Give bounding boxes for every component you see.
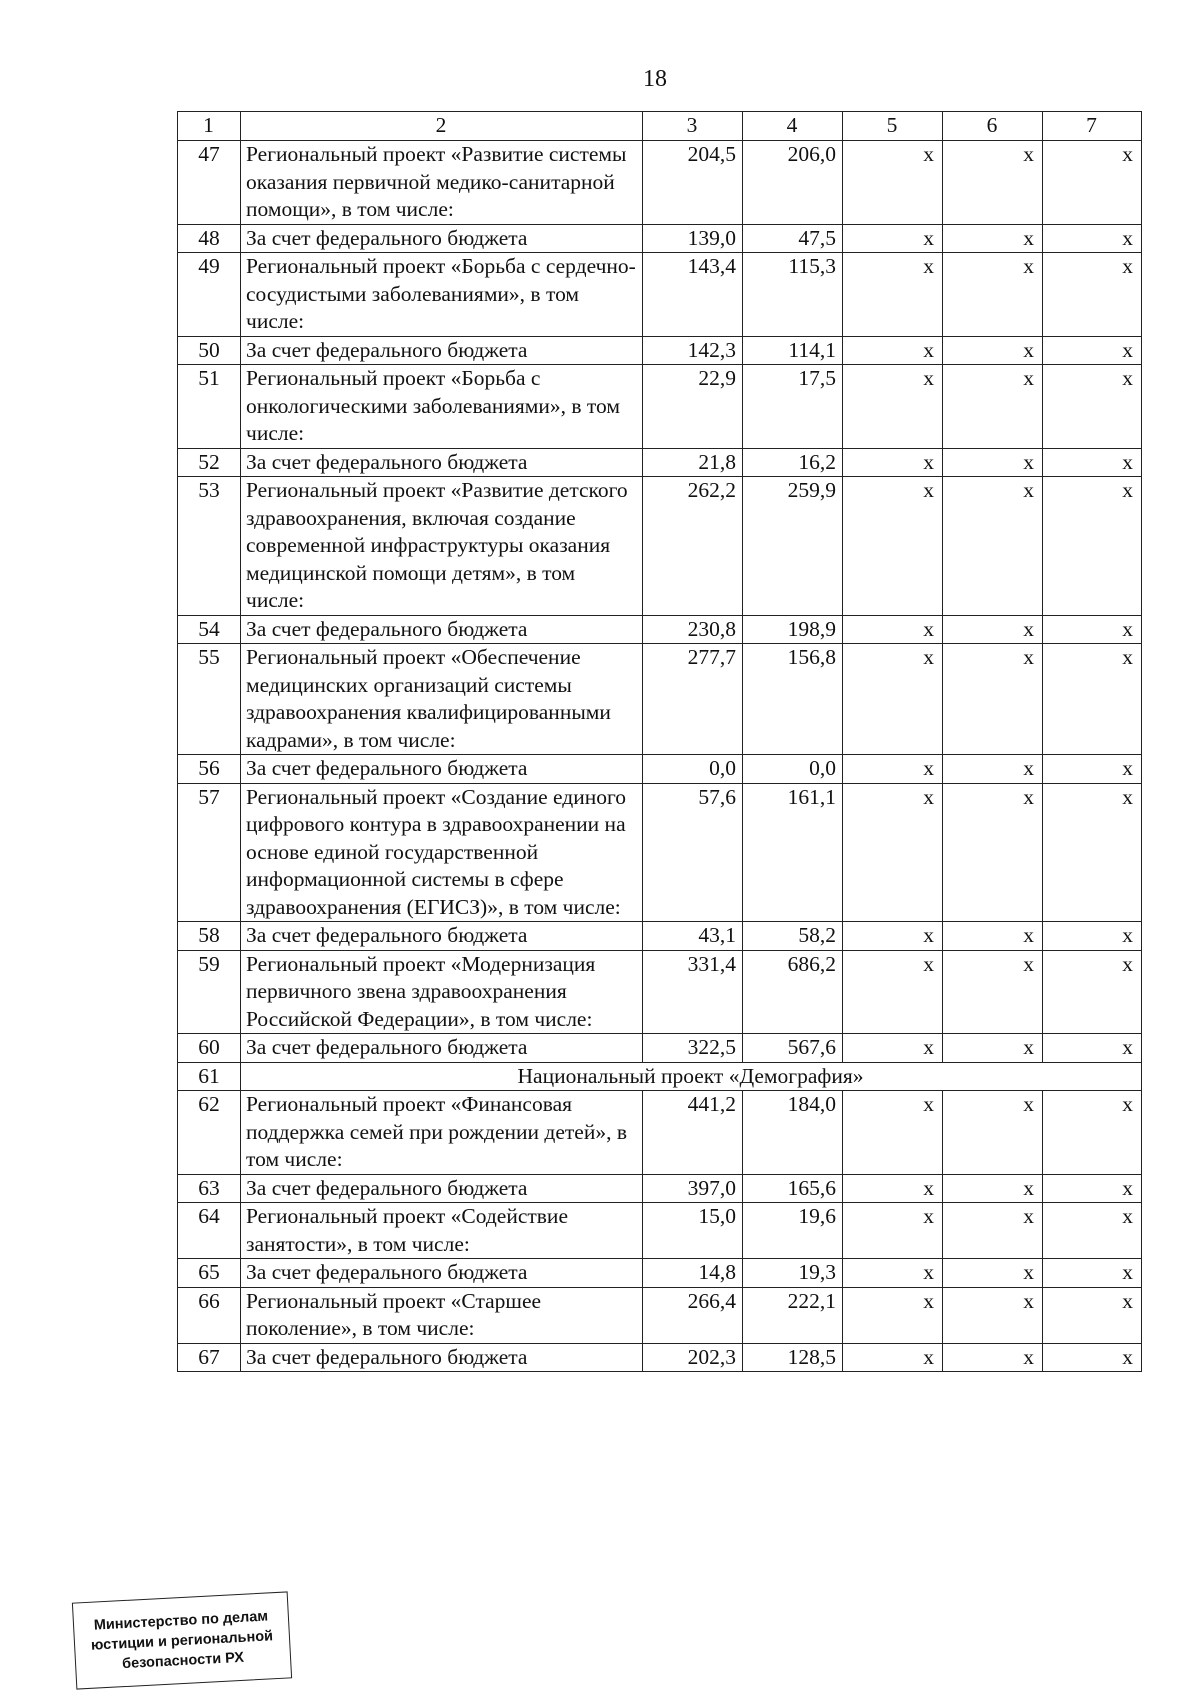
value-col3: 441,2 — [643, 1091, 743, 1175]
value-col4: 206,0 — [743, 141, 843, 225]
table-row — [178, 1034, 1142, 1063]
table-row — [178, 253, 1142, 337]
value-col5: x — [843, 224, 943, 253]
value-col7: x — [1043, 448, 1142, 477]
row-number: 66 — [178, 1287, 241, 1343]
row-name: За счет федерального бюджета — [241, 224, 643, 253]
value-col6: x — [943, 336, 1043, 365]
value-col7: x — [1043, 1203, 1142, 1259]
row-number: 54 — [178, 615, 241, 644]
value-col4: 567,6 — [743, 1034, 843, 1063]
table-row — [178, 365, 1142, 449]
value-col7: x — [1043, 1034, 1142, 1063]
value-col7: x — [1043, 253, 1142, 337]
row-number: 56 — [178, 755, 241, 784]
budget-table — [177, 111, 1142, 1372]
value-col5: x — [843, 1259, 943, 1288]
table-row — [178, 950, 1142, 1034]
value-col5: x — [843, 1343, 943, 1372]
table-row — [178, 1091, 1142, 1175]
value-col5: x — [843, 950, 943, 1034]
value-col3: 204,5 — [643, 141, 743, 225]
row-name: За счет федерального бюджета — [241, 1174, 643, 1203]
value-col3: 15,0 — [643, 1203, 743, 1259]
value-col5: x — [843, 448, 943, 477]
row-name: За счет федерального бюджета — [241, 922, 643, 951]
table-row — [178, 1259, 1142, 1288]
row-number: 48 — [178, 224, 241, 253]
value-col7: x — [1043, 1259, 1142, 1288]
value-col3: 230,8 — [643, 615, 743, 644]
value-col7: x — [1043, 365, 1142, 449]
row-name: За счет федерального бюджета — [241, 1343, 643, 1372]
row-number: 64 — [178, 1203, 241, 1259]
header-cell: 6 — [943, 112, 1043, 141]
value-col5: x — [843, 615, 943, 644]
row-number: 53 — [178, 477, 241, 616]
value-col6: x — [943, 477, 1043, 616]
value-col6: x — [943, 950, 1043, 1034]
value-col6: x — [943, 1287, 1043, 1343]
value-col4: 47,5 — [743, 224, 843, 253]
value-col7: x — [1043, 615, 1142, 644]
row-number: 65 — [178, 1259, 241, 1288]
section-title: Национальный проект «Демография» — [241, 1062, 1142, 1091]
value-col4: 184,0 — [743, 1091, 843, 1175]
value-col7: x — [1043, 783, 1142, 922]
table-row — [178, 448, 1142, 477]
value-col3: 22,9 — [643, 365, 743, 449]
row-number: 55 — [178, 644, 241, 755]
table-row — [178, 1287, 1142, 1343]
stamp-line: безопасности РХ — [121, 1649, 245, 1672]
value-col6: x — [943, 1343, 1043, 1372]
stamp-line: юстиции и региональной — [90, 1627, 274, 1654]
value-col6: x — [943, 224, 1043, 253]
row-number: 47 — [178, 141, 241, 225]
table-row — [178, 783, 1142, 922]
row-number: 57 — [178, 783, 241, 922]
value-col4: 115,3 — [743, 253, 843, 337]
row-name: Региональный проект «Обеспечение медицинских организаций системы здравоохранения квалифицированными кадрами», в том числе: — [241, 644, 643, 755]
page-number: 18 — [643, 66, 667, 92]
value-col6: x — [943, 1034, 1043, 1063]
table-row — [178, 1343, 1142, 1372]
value-col4: 114,1 — [743, 336, 843, 365]
row-name: Региональный проект «Развитие системы оказания первичной медико-санитарной помощи», в том числе: — [241, 141, 643, 225]
value-col6: x — [943, 1174, 1043, 1203]
value-col4: 17,5 — [743, 365, 843, 449]
row-name: Региональный проект «Содействие занятости», в том числе: — [241, 1203, 643, 1259]
header-cell: 3 — [643, 112, 743, 141]
value-col5: x — [843, 755, 943, 784]
value-col3: 277,7 — [643, 644, 743, 755]
row-number: 49 — [178, 253, 241, 337]
row-name: За счет федерального бюджета — [241, 615, 643, 644]
table-row — [178, 141, 1142, 225]
value-col7: x — [1043, 224, 1142, 253]
value-col4: 0,0 — [743, 755, 843, 784]
value-col5: x — [843, 141, 943, 225]
value-col5: x — [843, 336, 943, 365]
value-col7: x — [1043, 1091, 1142, 1175]
value-col5: x — [843, 922, 943, 951]
value-col3: 266,4 — [643, 1287, 743, 1343]
row-number: 61 — [178, 1062, 241, 1091]
header-cell: 7 — [1043, 112, 1142, 141]
row-name: За счет федерального бюджета — [241, 1034, 643, 1063]
value-col3: 397,0 — [643, 1174, 743, 1203]
value-col4: 16,2 — [743, 448, 843, 477]
value-col3: 331,4 — [643, 950, 743, 1034]
value-col4: 259,9 — [743, 477, 843, 616]
value-col4: 198,9 — [743, 615, 843, 644]
row-name: Региональный проект «Борьба с онкологическими заболеваниями», в том числе: — [241, 365, 643, 449]
row-name: Региональный проект «Старшее поколение», в том числе: — [241, 1287, 643, 1343]
value-col4: 19,6 — [743, 1203, 843, 1259]
header-cell: 2 — [241, 112, 643, 141]
value-col3: 202,3 — [643, 1343, 743, 1372]
value-col3: 0,0 — [643, 755, 743, 784]
row-name: За счет федерального бюджета — [241, 1259, 643, 1288]
section-row — [178, 1062, 1142, 1091]
value-col3: 43,1 — [643, 922, 743, 951]
value-col5: x — [843, 644, 943, 755]
value-col4: 156,8 — [743, 644, 843, 755]
value-col4: 165,6 — [743, 1174, 843, 1203]
value-col4: 58,2 — [743, 922, 843, 951]
value-col6: x — [943, 755, 1043, 784]
value-col4: 19,3 — [743, 1259, 843, 1288]
row-number: 58 — [178, 922, 241, 951]
row-number: 50 — [178, 336, 241, 365]
table-row — [178, 1174, 1142, 1203]
value-col5: x — [843, 1174, 943, 1203]
value-col6: x — [943, 448, 1043, 477]
value-col5: x — [843, 477, 943, 616]
row-name: Региональный проект «Финансовая поддержка семей при рождении детей», в том числе: — [241, 1091, 643, 1175]
value-col7: x — [1043, 477, 1142, 616]
value-col5: x — [843, 1203, 943, 1259]
value-col7: x — [1043, 755, 1142, 784]
value-col6: x — [943, 783, 1043, 922]
value-col5: x — [843, 1091, 943, 1175]
value-col6: x — [943, 253, 1043, 337]
value-col5: x — [843, 1034, 943, 1063]
table-row — [178, 224, 1142, 253]
row-name: За счет федерального бюджета — [241, 336, 643, 365]
row-name: Региональный проект «Модернизация первичного звена здравоохранения Российской Федерации», в том числе: — [241, 950, 643, 1034]
value-col5: x — [843, 1287, 943, 1343]
value-col7: x — [1043, 950, 1142, 1034]
row-name: Региональный проект «Борьба с сердечно-сосудистыми заболеваниями», в том числе: — [241, 253, 643, 337]
row-number: 60 — [178, 1034, 241, 1063]
value-col6: x — [943, 922, 1043, 951]
row-number: 62 — [178, 1091, 241, 1175]
table-body — [178, 141, 1142, 1372]
value-col7: x — [1043, 1343, 1142, 1372]
table-row — [178, 755, 1142, 784]
value-col5: x — [843, 253, 943, 337]
row-name: За счет федерального бюджета — [241, 448, 643, 477]
value-col6: x — [943, 1203, 1043, 1259]
header-cell: 1 — [178, 112, 241, 141]
value-col5: x — [843, 783, 943, 922]
value-col3: 142,3 — [643, 336, 743, 365]
value-col7: x — [1043, 644, 1142, 755]
value-col3: 21,8 — [643, 448, 743, 477]
value-col6: x — [943, 365, 1043, 449]
header-cell: 4 — [743, 112, 843, 141]
value-col4: 128,5 — [743, 1343, 843, 1372]
value-col7: x — [1043, 1287, 1142, 1343]
value-col6: x — [943, 141, 1043, 225]
registration-stamp — [72, 1591, 292, 1689]
table-row — [178, 644, 1142, 755]
value-col4: 686,2 — [743, 950, 843, 1034]
value-col5: x — [843, 365, 943, 449]
value-col3: 139,0 — [643, 224, 743, 253]
row-name: Региональный проект «Развитие детского здравоохранения, включая создание современной инфраструктуры оказания медицинской помощи детям», в том числе: — [241, 477, 643, 616]
stamp-line: Министерство по делам — [93, 1607, 269, 1634]
value-col6: x — [943, 1091, 1043, 1175]
row-number: 52 — [178, 448, 241, 477]
value-col6: x — [943, 1259, 1043, 1288]
value-col3: 322,5 — [643, 1034, 743, 1063]
row-name: За счет федерального бюджета — [241, 755, 643, 784]
value-col3: 57,6 — [643, 783, 743, 922]
header-cell: 5 — [843, 112, 943, 141]
value-col3: 14,8 — [643, 1259, 743, 1288]
value-col3: 143,4 — [643, 253, 743, 337]
value-col6: x — [943, 644, 1043, 755]
value-col7: x — [1043, 336, 1142, 365]
value-col3: 262,2 — [643, 477, 743, 616]
table-row — [178, 615, 1142, 644]
row-number: 67 — [178, 1343, 241, 1372]
table-row — [178, 1203, 1142, 1259]
table-row — [178, 922, 1142, 951]
value-col7: x — [1043, 141, 1142, 225]
row-number: 51 — [178, 365, 241, 449]
row-number: 63 — [178, 1174, 241, 1203]
value-col4: 222,1 — [743, 1287, 843, 1343]
row-name: Региональный проект «Создание единого цифрового контура в здравоохранении на основе единой государственной информационной системы в сфере здравоохранения (ЕГИСЗ)», в том числе: — [241, 783, 643, 922]
row-number: 59 — [178, 950, 241, 1034]
value-col7: x — [1043, 1174, 1142, 1203]
value-col6: x — [943, 615, 1043, 644]
value-col4: 161,1 — [743, 783, 843, 922]
table-row — [178, 336, 1142, 365]
value-col7: x — [1043, 922, 1142, 951]
header-row — [178, 112, 1142, 141]
table-row — [178, 477, 1142, 616]
